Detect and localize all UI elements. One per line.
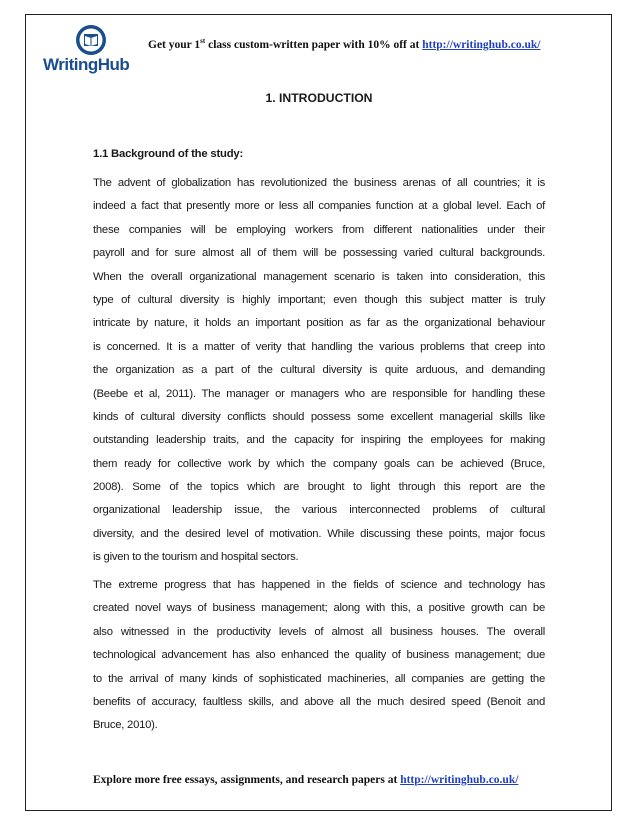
paragraph-line: also witnessed in the productivity levels of almost all business houses. The overall: [93, 625, 545, 638]
paragraph-line: kinds of cultural diversity conflicts should possess some excellent managerial skills like: [93, 410, 545, 423]
paragraph-line: created novel ways of business management; along with this, a positive growth can be: [93, 602, 545, 615]
paragraph-line: type of cultural diversity is highly important; even though this subject matter is truly: [93, 293, 545, 306]
paragraph-line: is concerned. It is a matter of verity that handling the various problems that creep into: [93, 340, 545, 353]
header-promo-link[interactable]: http://writinghub.co.uk/: [422, 38, 541, 51]
header-promo-pre: Get your 1: [148, 38, 201, 51]
paragraph-line: When the overall organizational management scenario is taken into consideration, this: [93, 270, 545, 283]
paragraph-line: them ready for collective work by which the company goals can be achieved (Bruce,: [93, 457, 545, 470]
paragraph-line: 2008). Some of the topics which are brought to light through this report are the: [93, 481, 545, 494]
paragraph-line: benefits of accuracy, faultless skills, and above all the much desired speed (Benoit and: [93, 695, 545, 708]
paragraph-line: the organization as a part of the cultural diversity is quite arduous, and demanding: [93, 364, 545, 377]
header-promo-mid: class custom-written paper with 10% off at: [205, 38, 423, 51]
footer-promo: [93, 774, 518, 786]
logo-wordmark: [43, 56, 141, 74]
document-title: 1. INTRODUCTION: [265, 91, 373, 105]
header-promo-sup: st: [200, 37, 206, 45]
paragraph-line: payroll and for sure almost all of them will be possessing varied cultural backgrounds.: [93, 247, 545, 260]
paragraph-line: indeed a fact that presently more or less all companies function at a global level. Each of: [93, 200, 545, 213]
paragraph-line: Bruce, 2010).: [93, 719, 158, 732]
footer-promo-link[interactable]: http://writinghub.co.uk/: [400, 774, 519, 786]
logo-text-hub: Hub: [97, 55, 130, 74]
header-promo: [148, 37, 540, 51]
writinghub-logo[interactable]: [43, 22, 141, 74]
paragraph-line: The advent of globalization has revolutionized the business arenas of all countries; it is: [93, 177, 545, 189]
paragraph-line: these companies will be employing workers from different nationalities under their: [93, 223, 545, 236]
paragraph-line: technological advancement has also enhanced the quality of business management; due: [93, 649, 545, 662]
logo-text-writing: Writing: [43, 55, 98, 74]
paragraph-line: outstanding leadership traits, and the capacity for inspiring the employees for making: [93, 434, 545, 447]
section-heading: 1.1 Background of the study:: [93, 148, 244, 160]
paragraph-line: intricate by nature, it holds an important position as far as the organizational behaviour: [93, 317, 545, 330]
footer-promo-text: Explore more free essays, assignments, and research papers at: [93, 774, 401, 786]
writinghub-logo-icon: [75, 24, 107, 56]
paragraph-line: (Beebe et al, 2011). The manager or managers who are responsible for handling these: [93, 387, 545, 400]
paragraph-line: organizational leadership issue, the various interconnected problems of cultural: [93, 504, 545, 517]
paragraph-1: [93, 172, 545, 570]
paragraph-2: [93, 574, 545, 738]
paragraph-line: to the arrival of many kinds of sophisticated machineries, all companies are getting the: [93, 672, 545, 685]
paragraph-line: diversity, and the desired level of motivation. While discussing these points, major focus: [93, 527, 545, 540]
paragraph-line: The extreme progress that has happened in the fields of science and technology has: [93, 579, 545, 591]
paragraph-line: is given to the tourism and hospital sectors.: [93, 551, 299, 564]
